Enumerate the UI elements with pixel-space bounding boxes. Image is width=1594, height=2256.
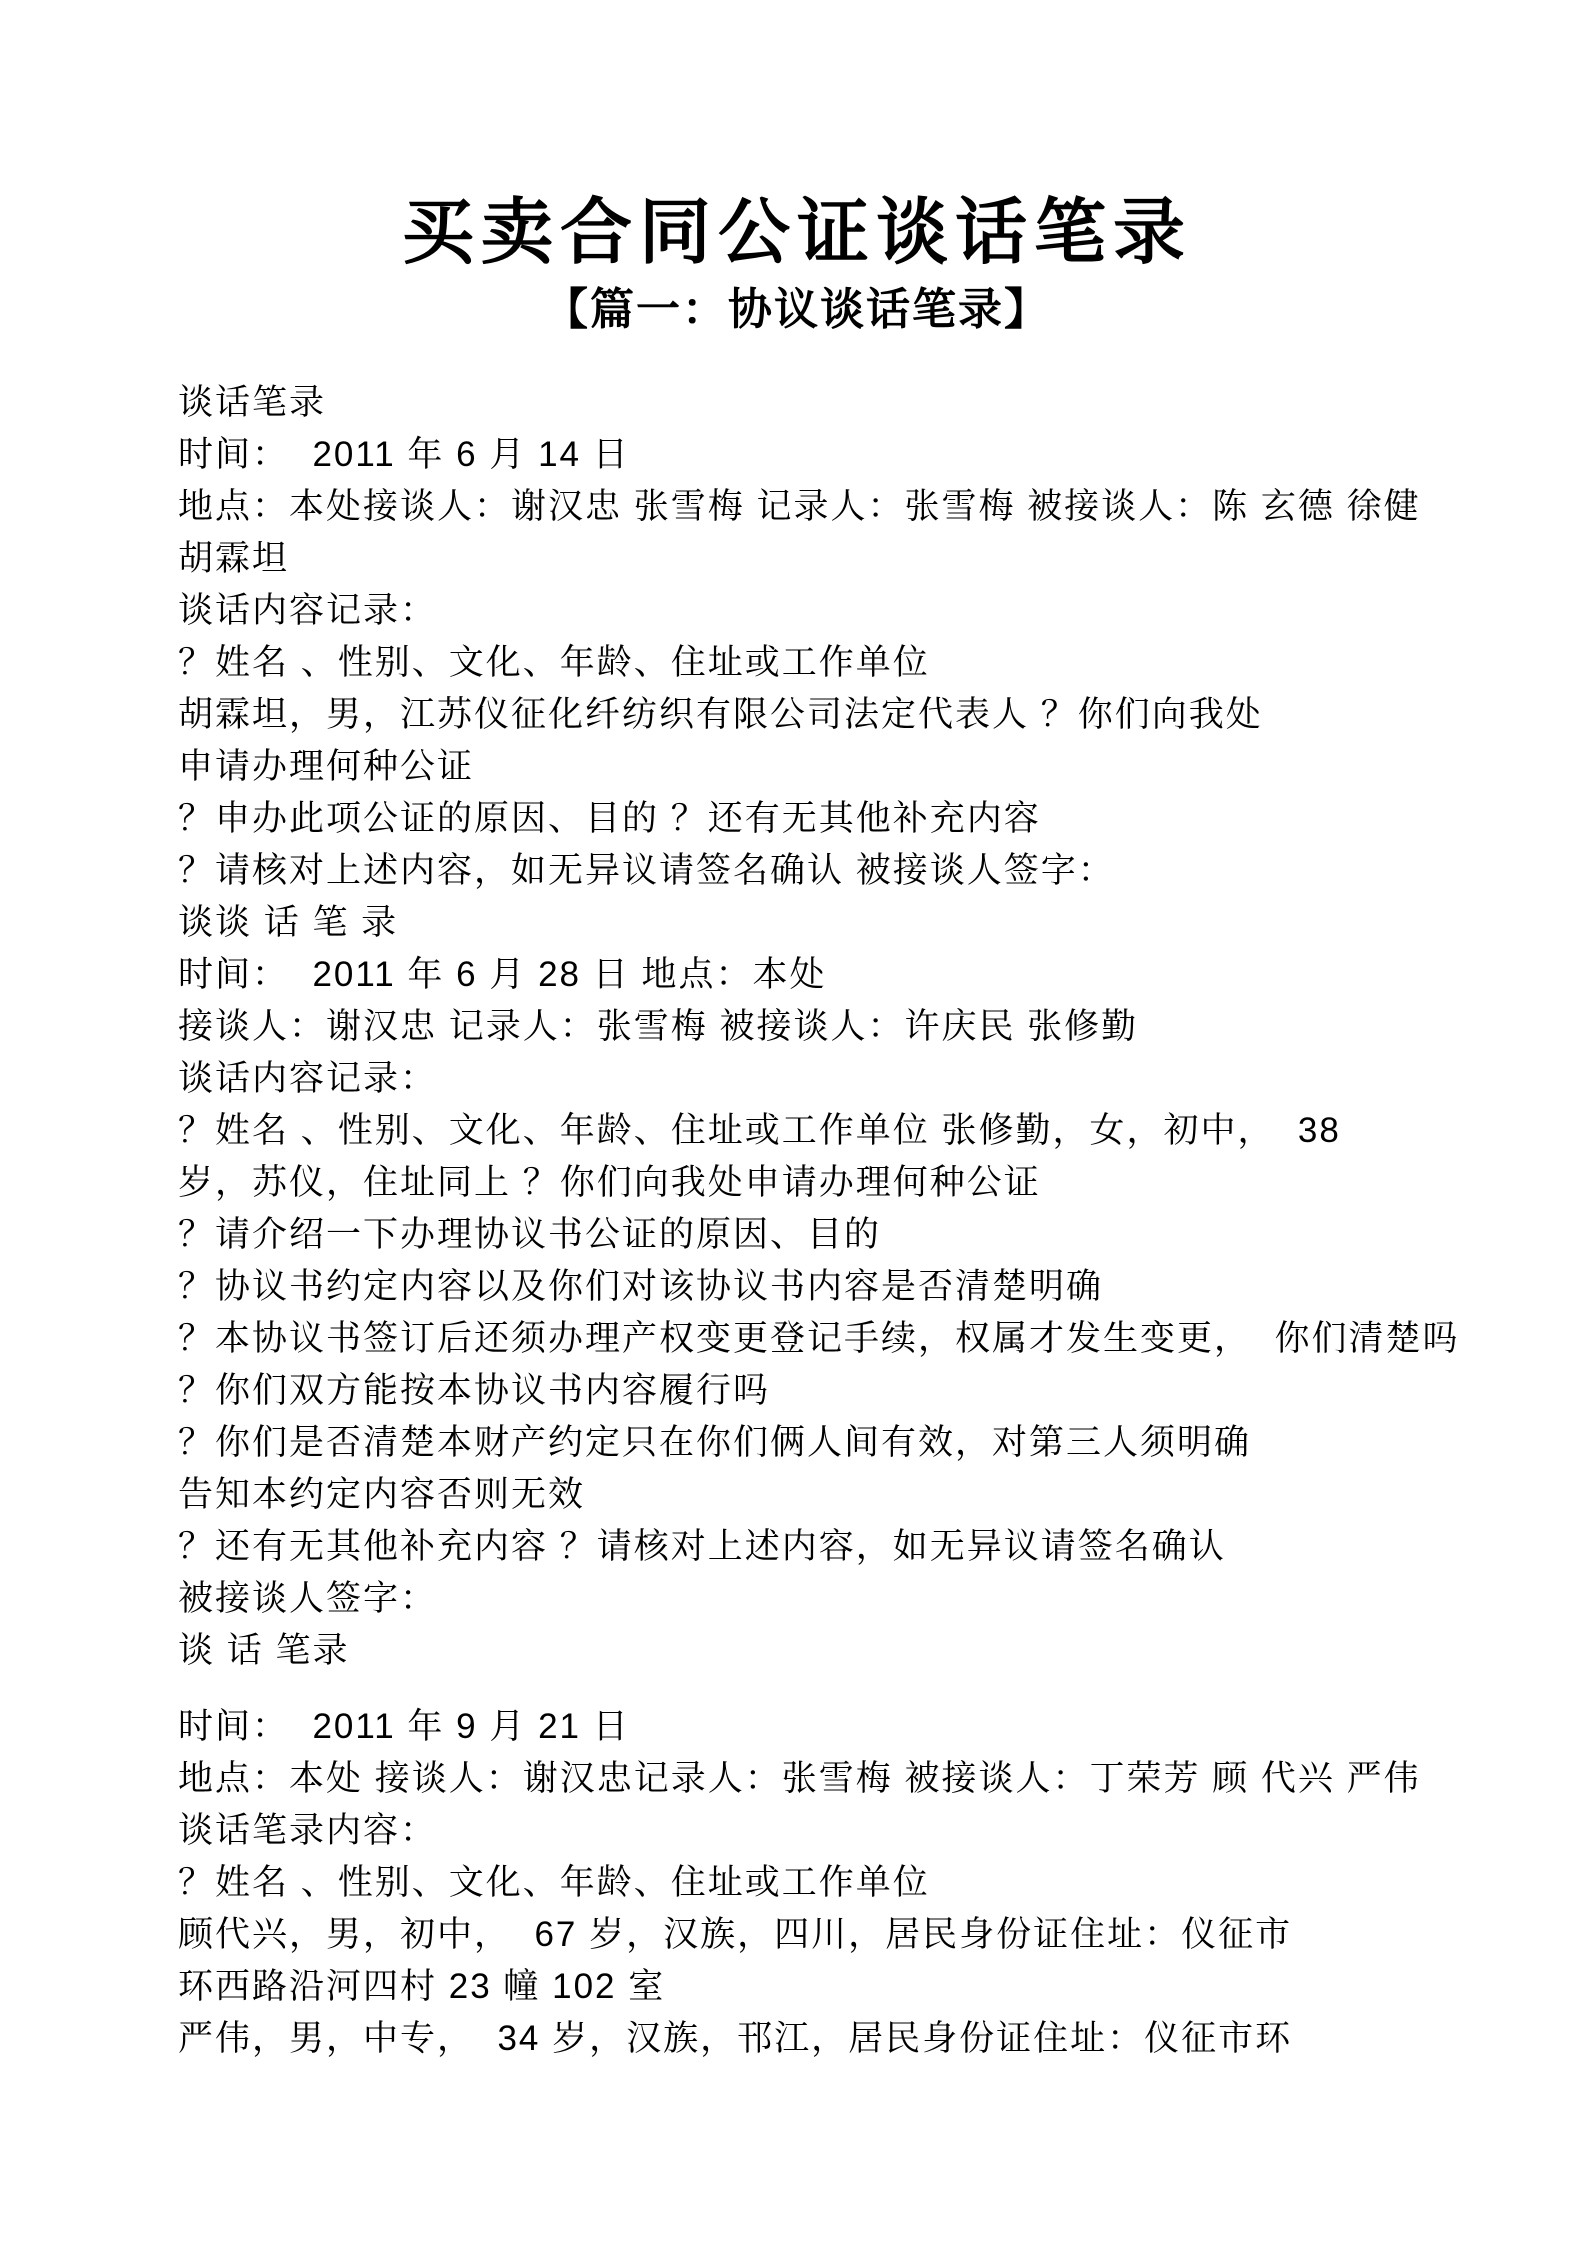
text-line: 严伟，男，中专， 34 岁，汉族，邗江，居民身份证住址：仪征市环 [178, 2019, 1293, 2058]
text-line: 环西路沿河四村 23 幢 102 室 [178, 1967, 666, 2006]
text-line: 胡霖坦 [178, 539, 290, 578]
text-line: 谈话笔录 [178, 383, 327, 422]
text-line: 申请办理何种公证 [178, 747, 475, 786]
text-line: ？请核对上述内容，如无异议请签名确认 被接谈人签字： [178, 851, 1115, 890]
text-line: 胡霖坦，男，江苏仪征化纤纺织有限公司法定代表人 ？你们向我处 [178, 695, 1263, 734]
text-line: 地点：本处 接谈人：谢汉忠记录人：张雪梅 被接谈人：丁荣芳 顾 代兴 严伟 [178, 1759, 1421, 1798]
text-line: 顾代兴，男，初中， 67 岁，汉族，四川，居民身份证住址：仪征市 [178, 1915, 1293, 1954]
text-line: ？还有无其他补充内容 ？请核对上述内容，如无异议请签名确认 [178, 1527, 1226, 1566]
text-line: 谈话笔录内容： [178, 1811, 438, 1850]
page-title: 买卖合同公证谈话笔录 [401, 193, 1192, 273]
text-line: ？申办此项公证的原因、目的 ？还有无其他补充内容 [178, 799, 1041, 838]
text-line: ？姓名 、性别、文化、年龄、住址或工作单位 [178, 643, 930, 682]
text-line: 告知本约定内容否则无效 [178, 1475, 586, 1514]
page-subtitle: 【篇一：协议谈话笔录】 [544, 285, 1050, 334]
text-line: 谈谈 话 笔 录 [178, 903, 399, 942]
text-line: 时间： 2011 年 9 月 21 日 [178, 1707, 630, 1746]
text-line: ？姓名 、性别、文化、年龄、住址或工作单位 [178, 1863, 930, 1902]
text-line: 岁，苏仪，住址同上 ？你们向我处申请办理何种公证 [178, 1163, 1041, 1202]
text-line: ？你们双方能按本协议书内容履行吗 [178, 1371, 771, 1410]
text-line: 时间： 2011 年 6 月 28 日 地点：本处 [178, 955, 827, 994]
text-line: ？请介绍一下办理协议书公证的原因、目的 [178, 1215, 882, 1254]
text-line: 时间： 2011 年 6 月 14 日 [178, 435, 630, 474]
text-line: ？姓名 、性别、文化、年龄、住址或工作单位 张修勤，女，初中， 38 [178, 1111, 1341, 1150]
text-line: 谈 话 笔录 [178, 1631, 350, 1670]
text-line: ？你们是否清楚本财产约定只在你们俩人间有效，对第三人须明确 [178, 1423, 1252, 1462]
text-line: 被接谈人签字： [178, 1579, 438, 1618]
text-line: ？协议书约定内容以及你们对该协议书内容是否清楚明确 [178, 1267, 1104, 1306]
text-line: 谈话内容记录： [178, 1059, 438, 1098]
text-line: 谈话内容记录： [178, 591, 438, 630]
text-line: ？本协议书签订后还须办理产权变更登记手续，权属才发生变更， 你们清楚吗 [178, 1319, 1460, 1358]
text-line: 地点：本处接谈人：谢汉忠 张雪梅 记录人：张雪梅 被接谈人：陈 玄德 徐健 [178, 487, 1421, 526]
text-line: 接谈人：谢汉忠 记录人：张雪梅 被接谈人：许庆民 张修勤 [178, 1007, 1139, 1046]
document-body [178, 377, 1518, 2065]
